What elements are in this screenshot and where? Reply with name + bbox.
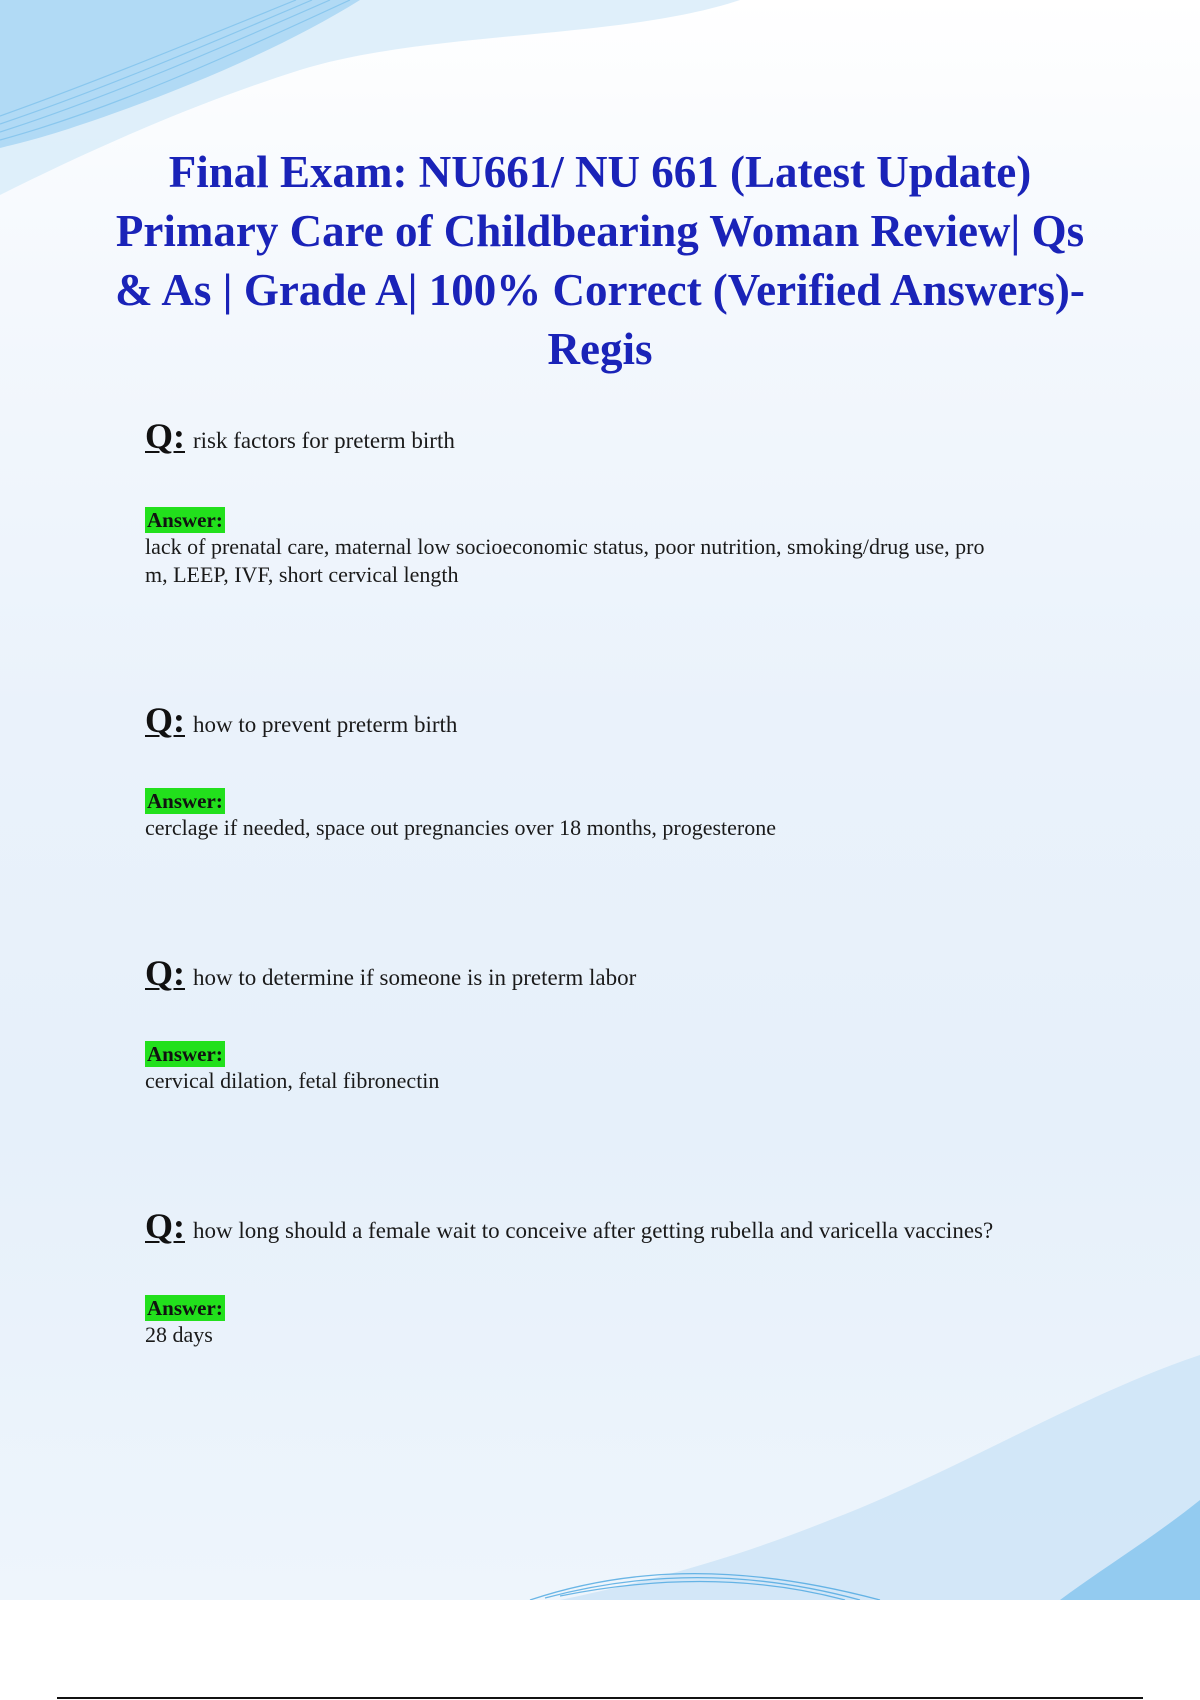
answer-marker: Answer:	[147, 789, 223, 813]
answer-line: lack of prenatal care, maternal low socioeconomic status, poor nutrition, smoking/drug use, pro	[145, 534, 985, 559]
question-marker: Q:	[145, 953, 185, 993]
top-left-wave-mid	[0, 0, 360, 148]
qa-item-3	[145, 955, 1090, 1095]
answer-line: m, LEEP, IVF, short cervical length	[145, 562, 459, 587]
bottom-right-wave-light	[560, 1355, 1200, 1600]
answer-line: 28 days	[145, 1322, 213, 1347]
qa-item-4	[145, 1208, 1090, 1349]
question-row	[145, 955, 1090, 996]
answer-line: cerclage if needed, space out pregnancies over 18 months, progesterone	[145, 815, 777, 840]
answer-line: cervical dilation, fetal fibronectin	[145, 1068, 440, 1093]
answer-block	[145, 788, 1090, 842]
question-text: how to determine if someone is in preterm labor	[193, 965, 637, 990]
question-marker: Q:	[145, 416, 185, 456]
qa-item-1	[145, 418, 1090, 589]
answer-marker: Answer:	[147, 1042, 223, 1066]
question-text: risk factors for preterm birth	[193, 428, 455, 453]
question-marker: Q:	[145, 700, 185, 740]
qa-item-2	[145, 702, 1090, 842]
answer-block	[145, 507, 1090, 589]
document-title: Final Exam: NU661/ NU 661 (Latest Update) Primary Care of Childbearing Woman Review| Qs & As | Grade A| 100% Correct (Verified Answers)- Regis	[115, 147, 1085, 374]
footer-rule	[57, 1697, 1143, 1699]
page-footer	[0, 1600, 1200, 1700]
question-marker: Q:	[145, 1206, 185, 1246]
answer-marker: Answer:	[147, 508, 223, 532]
question-text: how long should a female wait to conceive after getting rubella and varicella vaccines?	[193, 1218, 994, 1243]
question-row	[145, 1208, 1090, 1249]
question-row	[145, 702, 1090, 743]
question-text: how to prevent preterm birth	[193, 712, 458, 737]
answer-marker: Answer:	[147, 1296, 223, 1320]
answer-block	[145, 1295, 1090, 1349]
question-row	[145, 418, 1090, 459]
answer-block	[145, 1041, 1090, 1095]
